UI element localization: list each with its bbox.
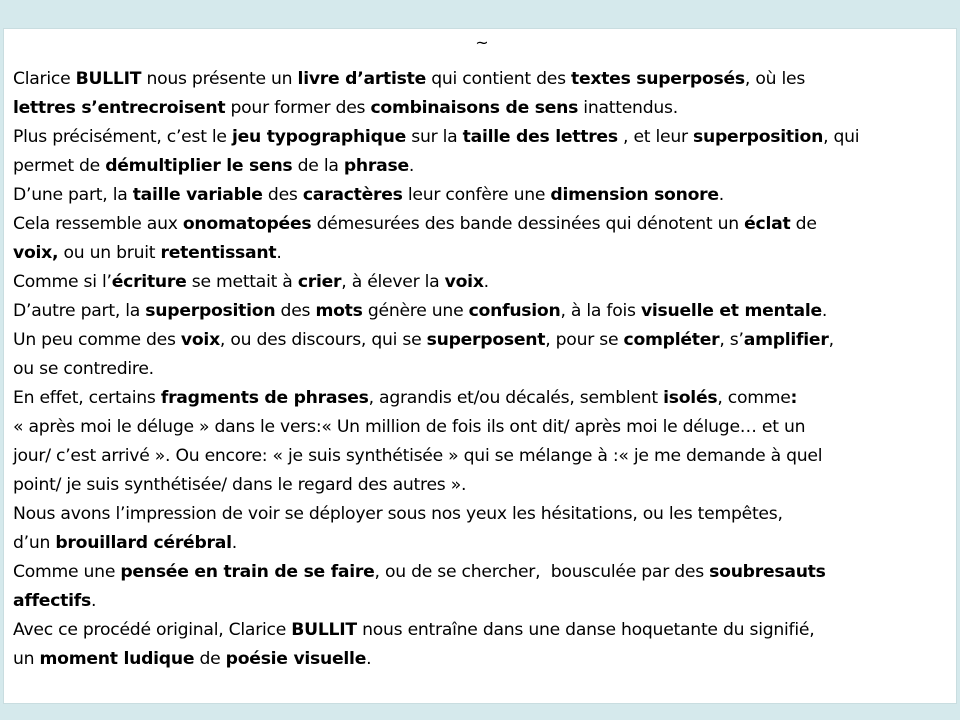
text-run: Comme si l’	[13, 272, 112, 292]
text-run: , qui	[823, 127, 860, 147]
bold-phrase: :	[790, 388, 798, 408]
text-run: démesurées des bande dessinées qui dénotent un	[311, 214, 745, 234]
text-line	[13, 297, 951, 326]
text-line	[13, 210, 951, 239]
text-line	[13, 94, 951, 123]
text-run: « après moi le déluge » dans le vers:« Un million de fois ils ont dit/ après moi le déluge… et un	[13, 417, 806, 437]
text-line	[13, 471, 951, 500]
text-line	[13, 384, 951, 413]
text-run: , à la fois	[560, 301, 641, 321]
bold-phrase: taille des lettres	[462, 127, 618, 147]
bold-phrase: visuelle et mentale	[640, 301, 822, 321]
bold-phrase: superposent	[426, 330, 546, 350]
text-line	[13, 181, 951, 210]
bold-phrase: crier	[297, 272, 342, 292]
text-run: .	[718, 185, 725, 205]
text-run: Comme une	[13, 562, 121, 582]
text-run: ou se contredire.	[13, 359, 154, 379]
text-run: un	[13, 649, 40, 669]
text-run: .	[821, 301, 828, 321]
text-run: , ou des discours, qui se	[219, 330, 427, 350]
text-line	[13, 587, 951, 616]
text-run: permet de	[13, 156, 106, 176]
bold-phrase: moment ludique	[39, 649, 195, 669]
text-run: , ou de se chercher, bousculée par des	[374, 562, 710, 582]
bold-phrase: combinaisons de sens	[370, 98, 579, 118]
bold-phrase: lettres s’entrecroisent	[13, 98, 226, 118]
text-run: d’un	[13, 533, 56, 553]
text-run: .	[408, 156, 415, 176]
text-run: point/ je suis synthétisée/ dans le regard des autres ».	[13, 475, 467, 495]
bold-phrase: BULLIT	[75, 69, 142, 89]
body-text	[13, 65, 951, 674]
text-run: .	[276, 243, 282, 263]
text-run: , pour se	[545, 330, 624, 350]
bold-phrase: phrase	[343, 156, 409, 176]
text-run: de	[194, 649, 226, 669]
bold-phrase: taille variable	[132, 185, 263, 205]
bold-phrase: dimension sonore	[550, 185, 719, 205]
text-line	[13, 123, 951, 152]
bold-phrase: voix,	[13, 243, 59, 263]
text-run: Clarice	[13, 69, 76, 89]
text-run: des	[262, 185, 303, 205]
text-run: , où les	[744, 69, 806, 89]
text-run: nous présente un	[141, 69, 298, 89]
text-line	[13, 500, 951, 529]
bold-phrase: affectifs	[13, 591, 91, 611]
text-run: sur la	[406, 127, 463, 147]
bold-phrase: voix	[444, 272, 484, 292]
bold-phrase: fragments de phrases	[160, 388, 369, 408]
text-run: Plus précisément, c’est le	[13, 127, 232, 147]
text-run: .	[90, 591, 97, 611]
text-line	[13, 326, 951, 355]
text-line	[13, 558, 951, 587]
bold-phrase: écriture	[111, 272, 187, 292]
bold-phrase: textes superposés	[570, 69, 745, 89]
text-run: , et leur	[617, 127, 694, 147]
text-run: D’une part, la	[13, 185, 133, 205]
text-run: pour former des	[225, 98, 371, 118]
bold-phrase: voix	[180, 330, 220, 350]
text-line	[13, 268, 951, 297]
text-line	[13, 645, 951, 674]
bold-phrase: caractères	[302, 185, 403, 205]
text-run: inattendus.	[578, 98, 678, 118]
bold-phrase: superposition	[145, 301, 276, 321]
text-run: .	[483, 272, 489, 292]
bold-phrase: retentissant	[160, 243, 277, 263]
bold-phrase: compléter	[623, 330, 720, 350]
text-run: , à élever la	[341, 272, 445, 292]
bold-phrase: brouillard cérébral	[55, 533, 232, 553]
text-run: , s’	[719, 330, 744, 350]
text-run: leur confère une	[402, 185, 551, 205]
bold-phrase: mots	[315, 301, 363, 321]
text-line	[13, 355, 951, 384]
text-line	[13, 152, 951, 181]
text-run: Nous avons l’impression de voir se déployer sous nos yeux les hésitations, ou les tempêtes,	[13, 504, 783, 524]
bold-phrase: démultiplier le sens	[105, 156, 293, 176]
tilde-mark: ~	[475, 33, 489, 52]
text-line	[13, 616, 951, 645]
bold-phrase: confusion	[468, 301, 561, 321]
text-run: de la	[292, 156, 344, 176]
text-run: Avec ce procédé original, Clarice	[13, 620, 292, 640]
text-run: , agrandis et/ou décalés, semblent	[368, 388, 664, 408]
bold-phrase: superposition	[693, 127, 824, 147]
text-line	[13, 65, 951, 94]
text-line	[13, 239, 951, 268]
text-line	[13, 442, 951, 471]
bold-phrase: jeu typographique	[231, 127, 407, 147]
bold-phrase: onomatopées	[182, 214, 312, 234]
text-run: En effet, certains	[13, 388, 161, 408]
bold-phrase: isolés	[663, 388, 718, 408]
text-run: .	[366, 649, 372, 669]
text-line	[13, 413, 951, 442]
text-run: jour/ c’est arrivé ». Ou encore: « je suis synthétisée » qui se mélange à :« je me demande à quel	[13, 446, 823, 466]
bold-phrase: livre d’artiste	[297, 69, 427, 89]
slide	[3, 28, 957, 704]
text-run: des	[275, 301, 316, 321]
text-run: ,	[828, 330, 834, 350]
text-run: , comme	[717, 388, 791, 408]
text-run: génère une	[362, 301, 469, 321]
bold-phrase: BULLIT	[291, 620, 357, 640]
bold-phrase: pensée en train de se faire	[120, 562, 375, 582]
bold-phrase: soubresauts	[709, 562, 826, 582]
text-run: nous entraîne dans une danse hoquetante du signifié,	[356, 620, 815, 640]
bold-phrase: poésie visuelle	[225, 649, 367, 669]
text-run: D’autre part, la	[13, 301, 146, 321]
text-run: .	[231, 533, 237, 553]
text-line	[13, 529, 951, 558]
text-run: qui contient des	[426, 69, 571, 89]
text-run: ou un bruit	[58, 243, 161, 263]
text-run: se mettait à	[186, 272, 298, 292]
text-run: Un peu comme des	[13, 330, 181, 350]
bold-phrase: éclat	[744, 214, 791, 234]
text-run: Cela ressemble aux	[13, 214, 183, 234]
text-run: de	[790, 214, 817, 234]
bold-phrase: amplifier	[743, 330, 829, 350]
